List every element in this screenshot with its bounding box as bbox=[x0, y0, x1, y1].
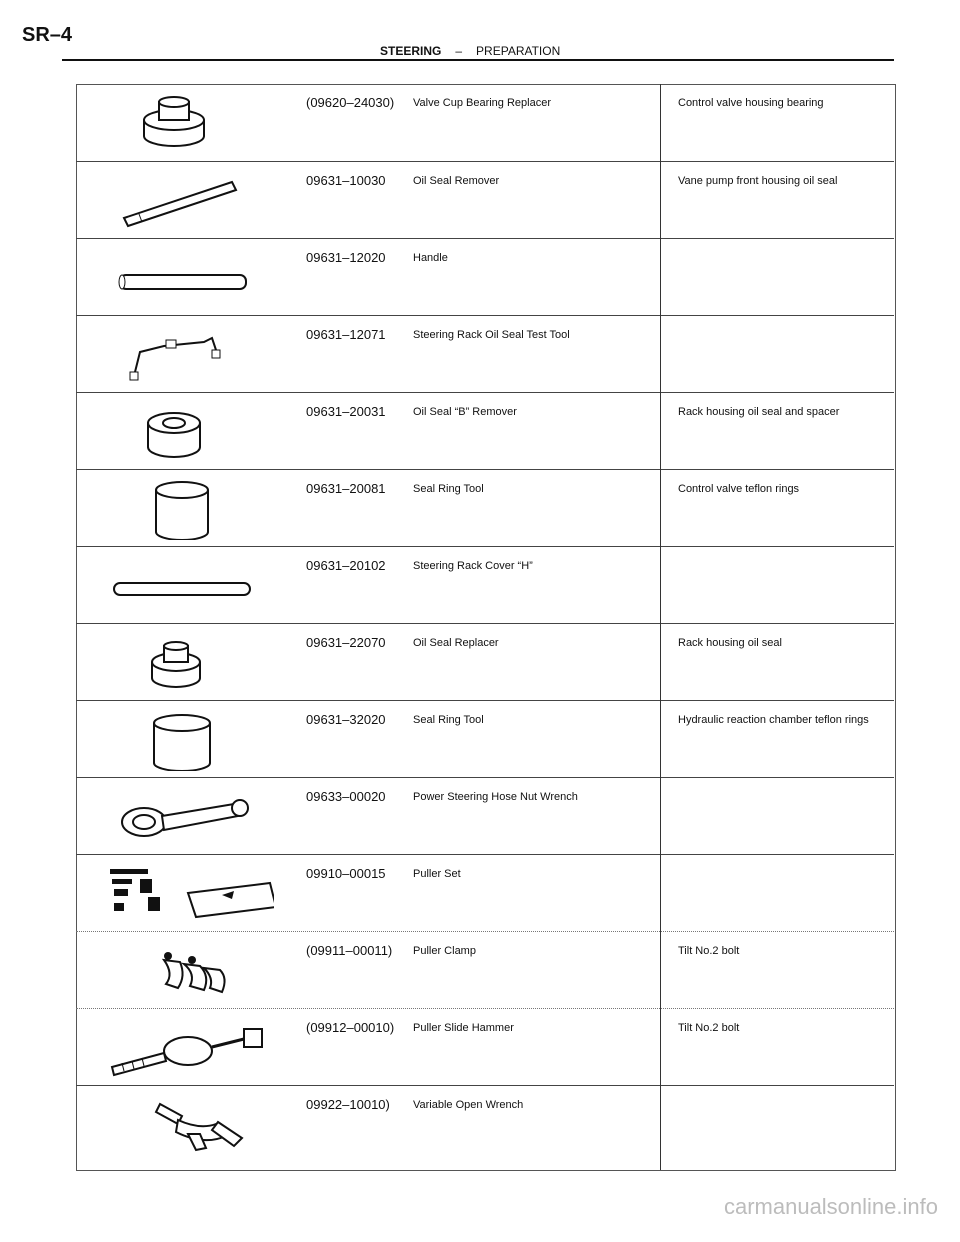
oil-seal-remover-icon bbox=[104, 170, 274, 232]
part-number: (09912–00010) bbox=[306, 1020, 395, 1035]
tool-usage: Control valve teflon rings bbox=[678, 483, 800, 495]
bearing-replacer-icon bbox=[104, 92, 274, 154]
subsection-name: PREPARATION bbox=[476, 44, 561, 58]
table-row bbox=[76, 777, 894, 855]
table-row bbox=[76, 623, 894, 701]
table-row bbox=[76, 1085, 894, 1163]
tool-name: Power Steering Hose Nut Wrench bbox=[413, 791, 578, 803]
part-number: 09910–00015 bbox=[306, 866, 386, 881]
table-row bbox=[76, 161, 894, 239]
table-row bbox=[76, 700, 894, 778]
tool-name: Oil Seal “B” Remover bbox=[413, 406, 517, 418]
page-number: SR–4 bbox=[22, 24, 73, 46]
puller-set-icon bbox=[104, 863, 274, 925]
table-row bbox=[76, 238, 894, 316]
tool-name: Oil Seal Remover bbox=[413, 175, 500, 187]
slide-hammer-icon bbox=[104, 1017, 274, 1079]
part-number: (09911–00011) bbox=[306, 943, 393, 958]
tool-name: Valve Cup Bearing Replacer bbox=[413, 97, 551, 109]
oil-seal-replacer-icon bbox=[104, 632, 274, 694]
table-row bbox=[76, 931, 894, 1009]
tool-usage: Tilt No.2 bolt bbox=[678, 1022, 740, 1034]
watermark: carmanualsonline.info bbox=[723, 1194, 938, 1219]
part-number: 09631–20081 bbox=[306, 481, 386, 496]
column-divider bbox=[660, 84, 661, 1170]
section-separator: – bbox=[455, 44, 463, 58]
tool-name: Seal Ring Tool bbox=[413, 714, 484, 726]
seal-ring-tool-icon bbox=[104, 478, 274, 540]
handle-icon bbox=[104, 247, 274, 309]
table-row bbox=[76, 854, 894, 932]
section-name: STEERING bbox=[380, 44, 442, 58]
part-number: 09631–22070 bbox=[306, 635, 386, 650]
tool-usage: Hydraulic reaction chamber teflon rings bbox=[678, 714, 869, 726]
test-tool-icon bbox=[104, 324, 274, 386]
tool-usage: Rack housing oil seal and spacer bbox=[678, 406, 840, 418]
table-row bbox=[76, 84, 894, 161]
part-number: 09631–20031 bbox=[306, 404, 386, 419]
tool-name: Puller Set bbox=[413, 868, 461, 880]
header-rule bbox=[62, 59, 894, 61]
tool-name: Seal Ring Tool bbox=[413, 483, 484, 495]
section-heading bbox=[380, 44, 560, 58]
table-row bbox=[76, 392, 894, 470]
table-row bbox=[76, 315, 894, 393]
part-number: 09633–00020 bbox=[306, 789, 386, 804]
part-number: 09631–32020 bbox=[306, 712, 386, 727]
tool-usage: Tilt No.2 bolt bbox=[678, 945, 740, 957]
tool-usage: Vane pump front housing oil seal bbox=[678, 175, 838, 187]
part-number: 09631–12020 bbox=[306, 250, 386, 265]
tool-name: Handle bbox=[413, 252, 448, 264]
puller-clamp-icon bbox=[104, 940, 274, 1002]
part-number: 09631–20102 bbox=[306, 558, 386, 573]
part-number: 09631–12071 bbox=[306, 327, 386, 342]
tool-name: Oil Seal Replacer bbox=[413, 637, 499, 649]
open-wrench-icon bbox=[104, 1094, 274, 1156]
tool-name: Steering Rack Cover “H” bbox=[413, 560, 533, 572]
tool-name: Puller Clamp bbox=[413, 945, 476, 957]
table-row bbox=[76, 1008, 894, 1086]
hose-nut-wrench-icon bbox=[104, 786, 274, 848]
seal-ring-tool-icon bbox=[104, 709, 274, 771]
tool-name: Puller Slide Hammer bbox=[413, 1022, 514, 1034]
tool-usage: Rack housing oil seal bbox=[678, 637, 782, 649]
table-row bbox=[76, 469, 894, 547]
part-number: (09620–24030) bbox=[306, 95, 395, 110]
table-row bbox=[76, 546, 894, 624]
part-number: 09922–10010) bbox=[306, 1097, 390, 1112]
tool-usage: Control valve housing bearing bbox=[678, 97, 824, 109]
oil-seal-b-remover-icon bbox=[104, 401, 274, 463]
part-number: 09631–10030 bbox=[306, 173, 386, 188]
tool-name: Variable Open Wrench bbox=[413, 1099, 524, 1111]
tool-name: Steering Rack Oil Seal Test Tool bbox=[413, 329, 570, 341]
rack-cover-icon bbox=[104, 555, 274, 617]
